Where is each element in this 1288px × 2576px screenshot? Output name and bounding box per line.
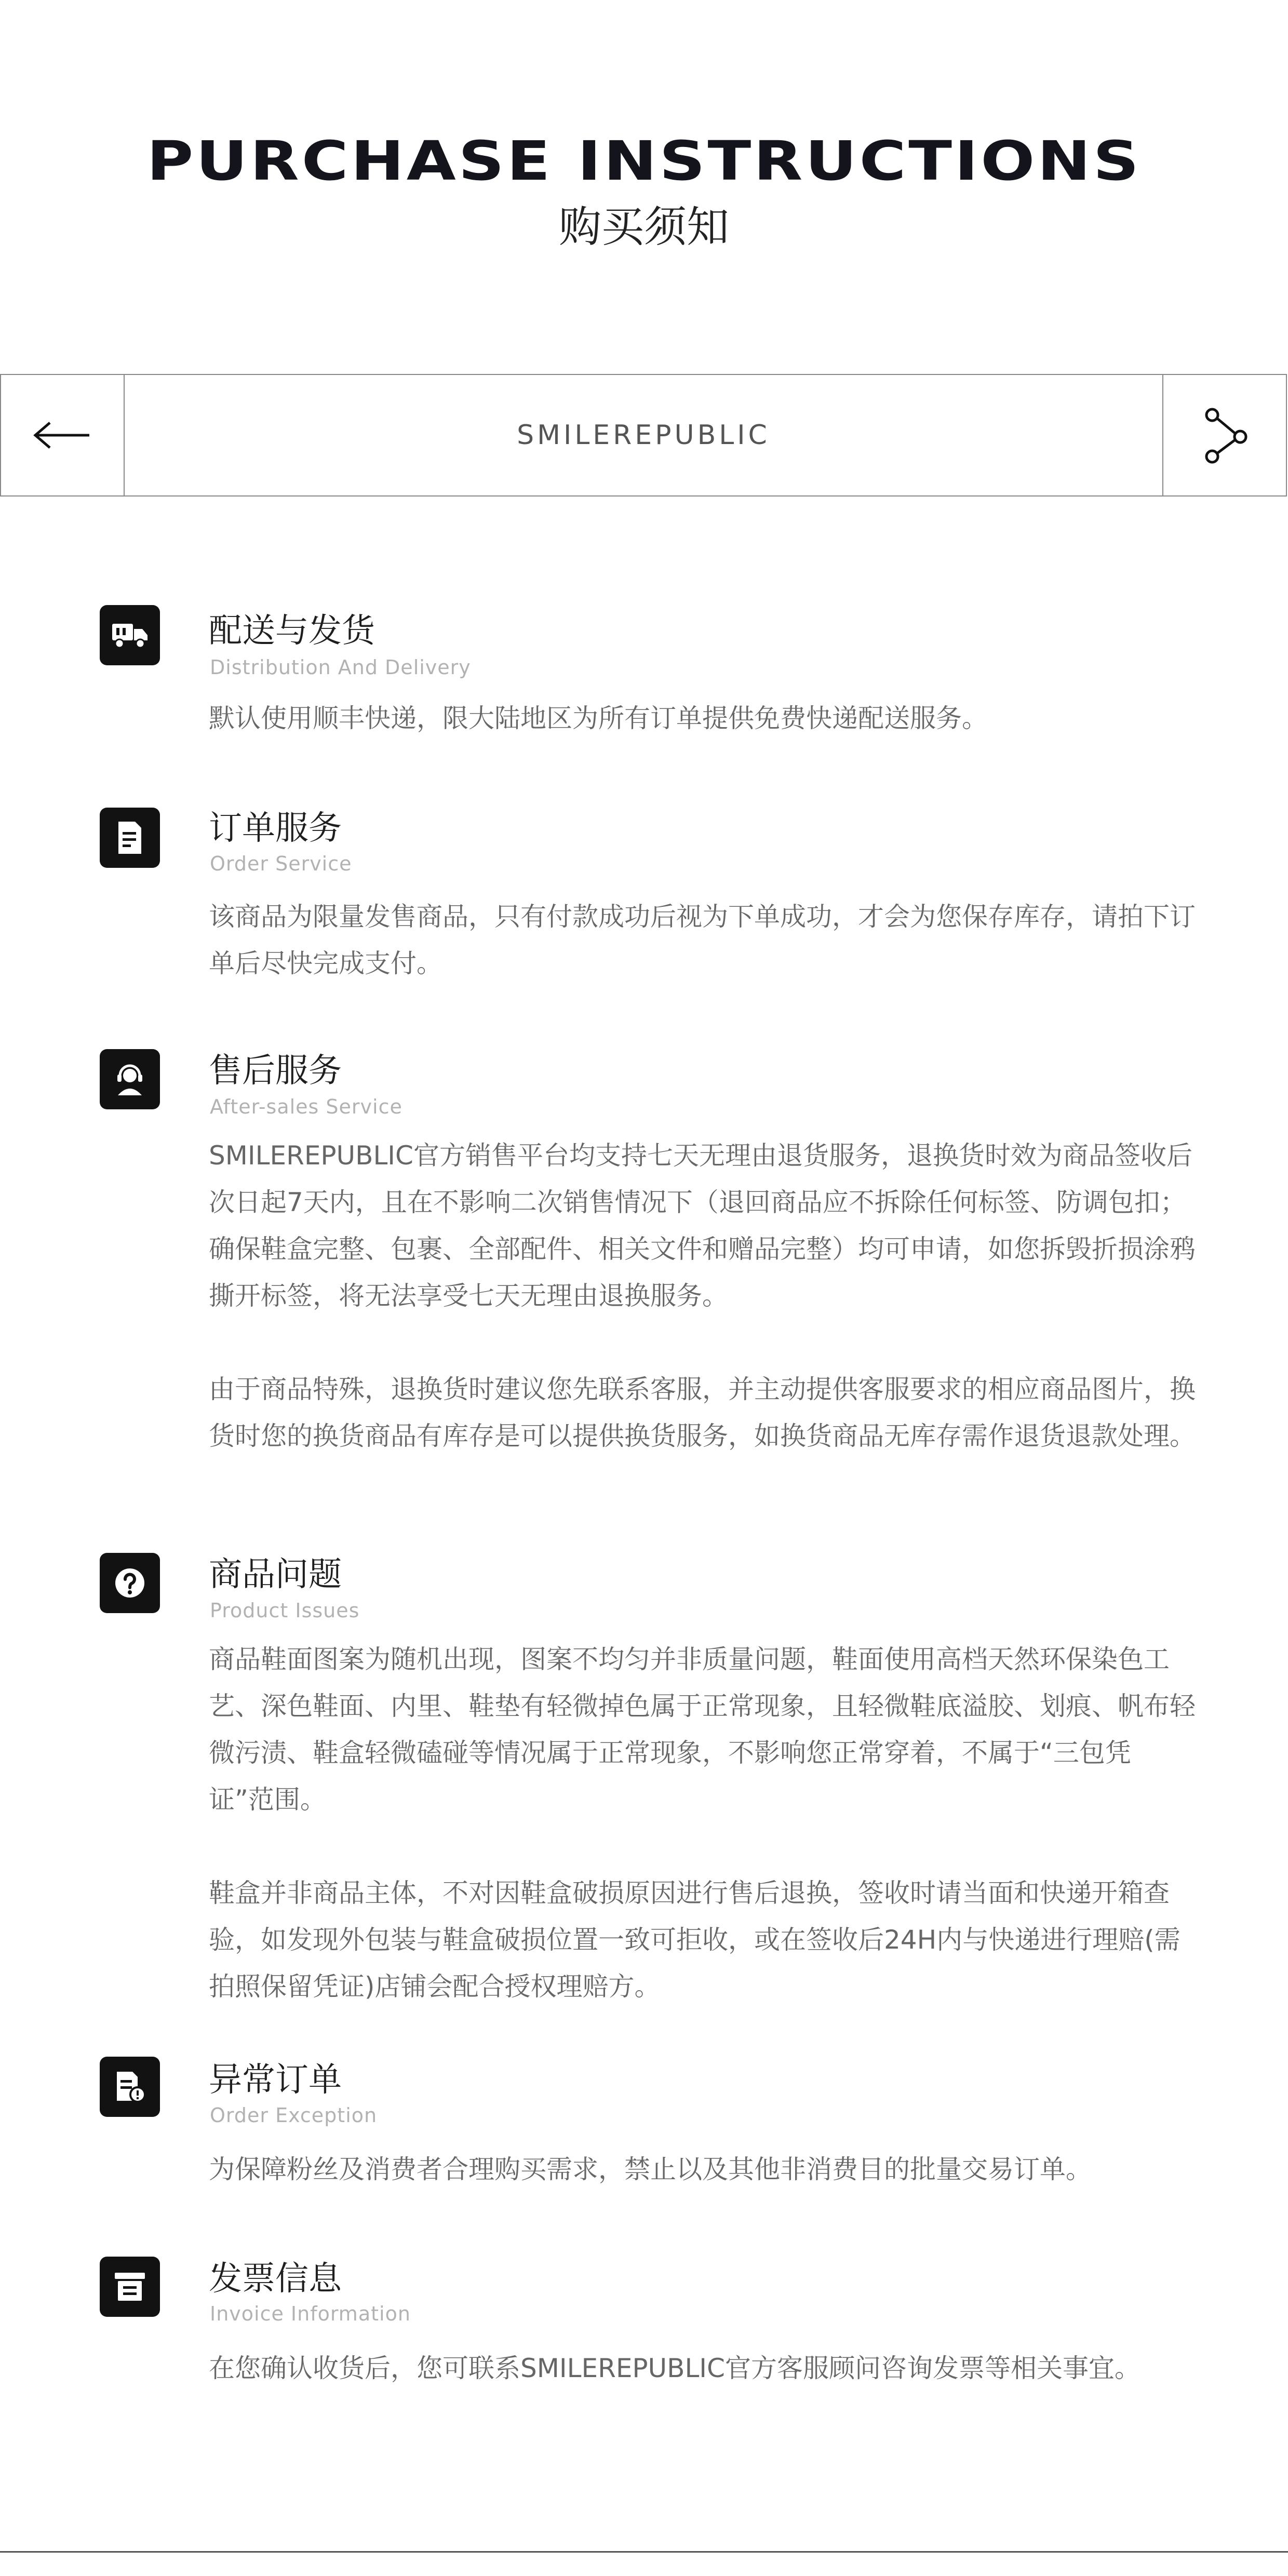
section-title: 订单服务 <box>209 809 342 848</box>
order-exception-icon <box>100 2057 160 2117</box>
section-subtitle: Product Issues <box>210 1599 360 1622</box>
section-body <box>209 1636 1196 2010</box>
section-paragraph: 为保障粉丝及消费者合理购买需求，禁止以及其他非消费目的批量交易订单。 <box>209 2154 1092 2184</box>
page-title-zh: 购买须知 <box>558 203 729 252</box>
arrow-left-icon <box>31 420 93 451</box>
section-body <box>209 2345 1196 2392</box>
back-button[interactable] <box>1 375 125 495</box>
section-paragraph: 鞋盒并非商品主体，不对因鞋盒破损原因进行售后退换，签收时请当面和快递开箱查验，如发现外包装与鞋盒破损位置一致可拒收，或在签收后24H内与快递进行理赔(需拍照保留凭证)店铺会配合授权理赔方。 <box>209 1878 1180 2002</box>
section-body <box>209 695 1196 742</box>
invoice-icon <box>100 2257 160 2317</box>
section-subtitle: Invoice Information <box>210 2302 411 2325</box>
order-document-icon <box>100 808 160 868</box>
page-title-en: PURCHASE INSTRUCTIONS <box>146 129 1142 193</box>
section-body <box>209 893 1196 987</box>
section-body <box>209 1132 1196 1459</box>
section-paragraph: 商品鞋面图案为随机出现，图案不均匀并非质量问题，鞋面使用高档天然环保染色工艺、深色鞋面、内里、鞋垫有轻微掉色属于正常现象，且轻微鞋底溢胶、划痕、帆布轻微污渍、鞋盒轻微磕碰等情况属于正常现象，不影响您正常穿着，不属于“三包凭证”范围。 <box>209 1644 1196 1815</box>
section-paragraph: 该商品为限量发售商品，只有付款成功后视为下单成功，才会为您保存库存，请拍下订单后尽快完成支付。 <box>209 902 1196 978</box>
section-title: 商品问题 <box>209 1555 342 1594</box>
page-header <box>0 130 1288 253</box>
delivery-truck-icon <box>100 605 160 665</box>
customer-service-icon <box>100 1049 160 1109</box>
bottom-divider <box>0 2551 1288 2553</box>
section-title: 配送与发货 <box>209 612 375 650</box>
section-title: 异常订单 <box>209 2061 342 2099</box>
section-title: 发票信息 <box>209 2260 342 2298</box>
brand-name: SMILEREPUBLIC <box>517 420 770 451</box>
section-paragraph: 默认使用顺丰快递，限大陆地区为所有订单提供免费快递配送服务。 <box>209 703 988 733</box>
section-body <box>209 2146 1196 2193</box>
section-paragraph: SMILEREPUBLIC官方销售平台均支持七天无理由退货服务，退换货时效为商品签收后次日起7天内，且在不影响二次销售情况下（退回商品应不拆除任何标签、防调包扣；确保鞋盒完整、包裹、全部配件、相关文件和赠品完整）均可申请，如您拆毁折损涂鸦撕开标签，将无法享受七天无理由退换服务。 <box>209 1141 1196 1311</box>
section-paragraph: 由于商品特殊，退换货时建议您先联系客服，并主动提供客服要求的相应商品图片，换货时您的换货商品有库存是可以提供换货服务，如换货商品无库存需作退货退款处理。 <box>209 1374 1196 1451</box>
share-button[interactable] <box>1162 375 1286 495</box>
section-subtitle: Order Exception <box>210 2104 378 2127</box>
section-subtitle: Order Service <box>210 852 352 875</box>
section-subtitle: Distribution And Delivery <box>210 656 471 679</box>
question-icon <box>100 1553 160 1613</box>
section-subtitle: After-sales Service <box>210 1095 403 1118</box>
brand-navbar <box>0 374 1287 497</box>
section-title: 售后服务 <box>209 1052 342 1090</box>
section-paragraph: 在您确认收货后，您可联系SMILEREPUBLIC官方客服顾问咨询发票等相关事宜。 <box>209 2353 1141 2383</box>
share-icon <box>1199 407 1251 464</box>
